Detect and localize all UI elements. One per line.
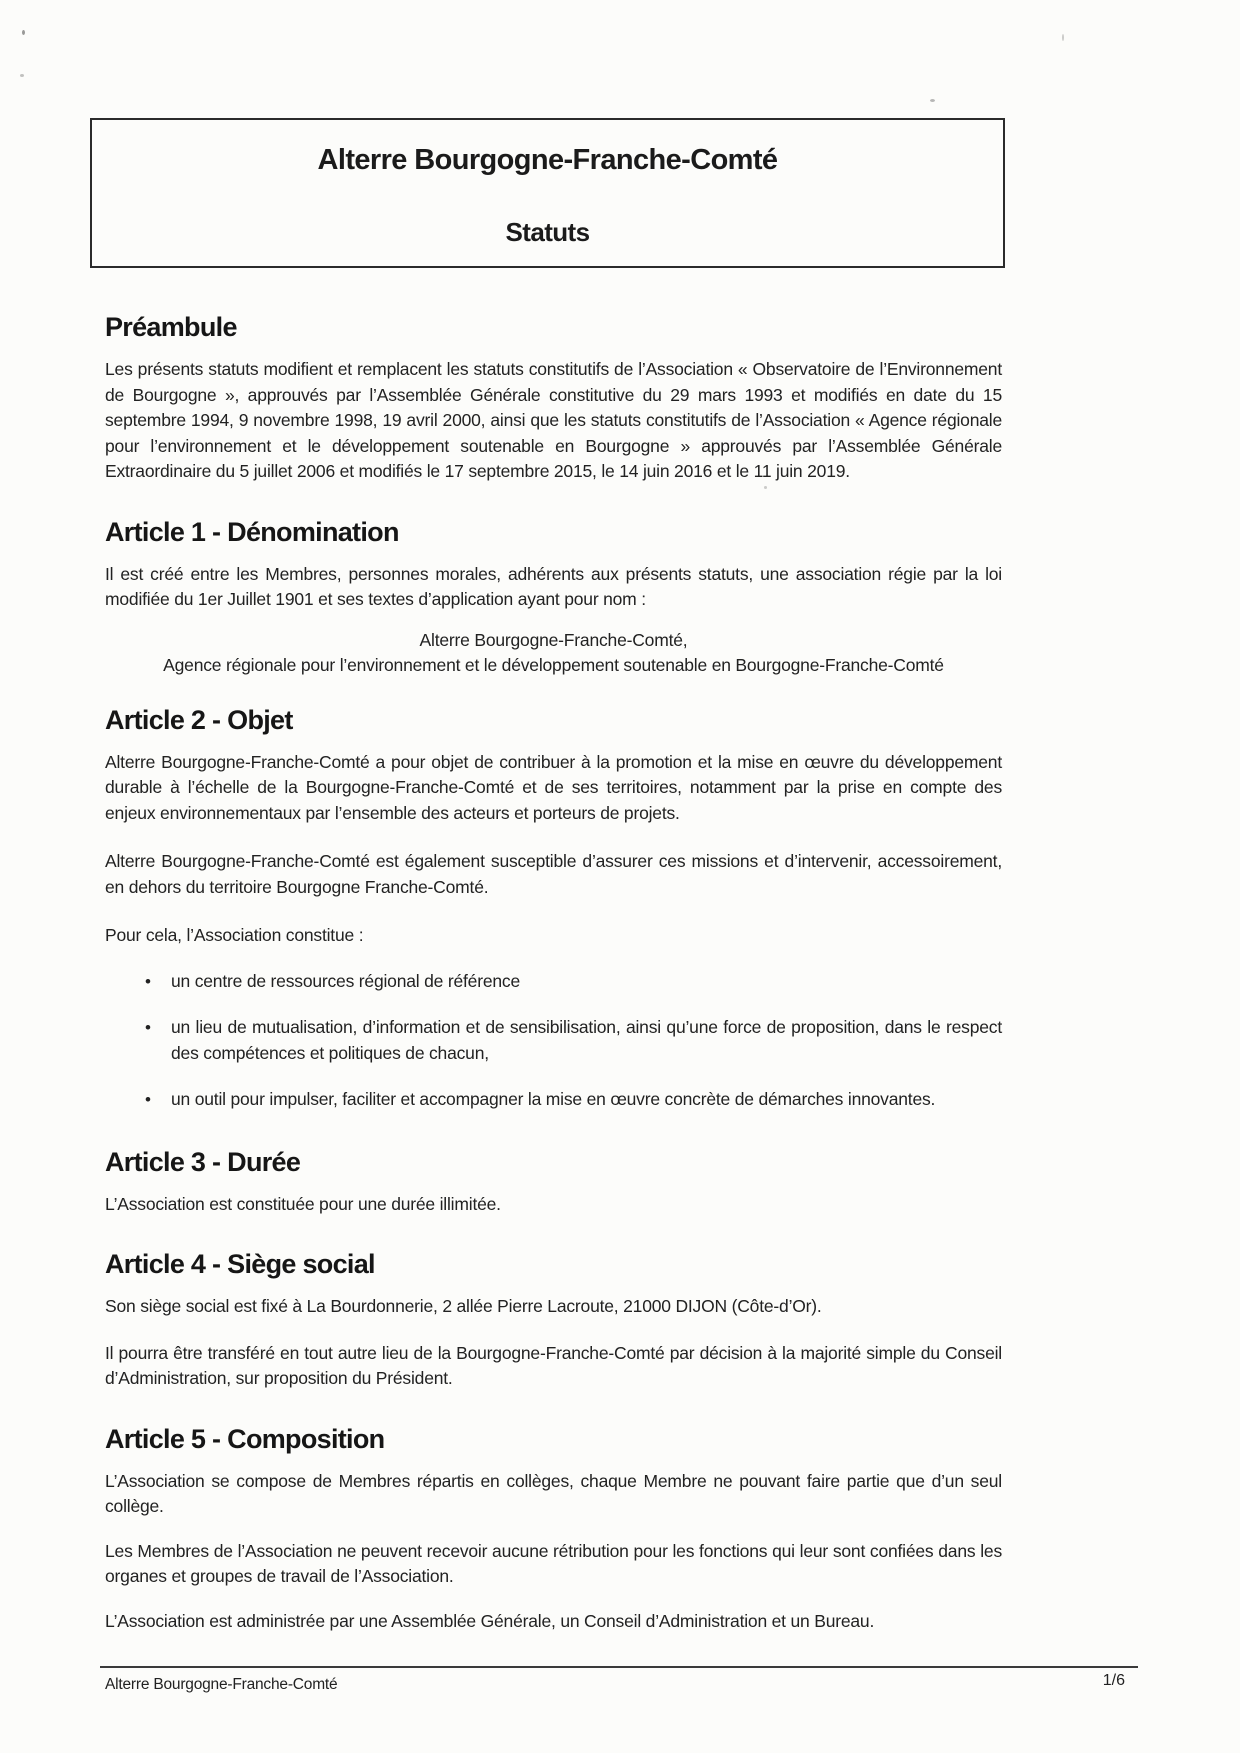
- document-body: [105, 312, 1002, 1660]
- paragraph: Alterre Bourgogne-Franche-Comté a pour objet de contribuer à la promotion et la mise en œuvre du développement durable à l’échelle de la Bourgogne-Franche-Comté et de ses territoires, notamment par la prise en compte des enjeux environnementaux par l’ensemble des acteurs et porteurs de projets.: [105, 751, 1002, 823]
- article-2-heading: Article 2 - Objet: [105, 704, 293, 735]
- association-fullname-line: Agence régionale pour l’environnement et le développement soutenable en Bourgogne-Franche-Comté: [163, 655, 944, 675]
- paragraph: Les présents statuts modifient et remplacent les statuts constitutifs de l’Association « Observatoire de l’Environnement de Bourgogne », approuvés par l’Assemblée Générale constitutive du 29 mars 1993 et modifiés en date du 15 septembre 1994, 9 novembre 1998, 19 avril 2000, ainsi que les statuts constitutifs de l’Association « Agence régionale pour l’environnement et le développement soutenable en Bourgogne » approuvés par l’Assemblée Générale Extraordinaire du 5 juillet 2006 et modifiés le 17 septembre 2015, le 14 juin 2016 et le 11 juin 2019.: [105, 359, 1002, 481]
- footer-rule: [100, 1666, 1138, 1668]
- section-article-4: [105, 1249, 1002, 1392]
- list-item-text: un outil pour impulser, faciliter et accompagner la mise en œuvre concrète de démarches innovantes.: [171, 1089, 936, 1109]
- scan-speck: [1062, 34, 1064, 41]
- section-article-1: [105, 517, 1002, 679]
- section-preambule: [105, 312, 1002, 485]
- paragraph: L’Association est administrée par une Assemblée Générale, un Conseil d’Administration et un Bureau.: [105, 1610, 875, 1631]
- footer-org-name: Alterre Bourgogne-Franche-Comté: [105, 1676, 338, 1693]
- paragraph: Alterre Bourgogne-Franche-Comté est également susceptible d’assurer ces missions et d’intervenir, accessoirement, en dehors du territoire Bourgogne Franche-Comté.: [105, 851, 1002, 897]
- list-item: [105, 1087, 1002, 1113]
- bullet-icon: •: [145, 1090, 151, 1109]
- article-5-heading: Article 5 - Composition: [105, 1423, 385, 1454]
- section-article-5: [105, 1424, 1002, 1635]
- denomination-lines: [105, 628, 1002, 679]
- article-3-heading: Article 3 - Durée: [105, 1146, 301, 1177]
- scan-speck: [22, 30, 25, 35]
- list-item-text: un lieu de mutualisation, d’information et de sensibilisation, ainsi qu’une force de proposition, dans le respect des compétences et politiques de chacun,: [171, 1017, 1002, 1063]
- page-title: Alterre Bourgogne-Franche-Comté: [317, 144, 778, 176]
- bullet-icon: •: [145, 971, 151, 991]
- section-article-2: [105, 705, 1002, 1113]
- paragraph: L’Association se compose de Membres répartis en collèges, chaque Membre ne pouvant faire partie que d’un seul collège.: [105, 1470, 1002, 1516]
- scan-speck: [930, 99, 935, 102]
- paragraph: Pour cela, l’Association constitue :: [105, 925, 364, 945]
- paragraph: Les Membres de l’Association ne peuvent recevoir aucune rétribution pour les fonctions qui leur sont confiées dans les organes et groupes de travail de l’Association.: [105, 1540, 1002, 1586]
- article-4-heading: Article 4 - Siège social: [105, 1249, 375, 1279]
- paragraph: Il est créé entre les Membres, personnes morales, adhérents aux présents statuts, une association régie par la loi modifiée du 1er Juillet 1901 et ses textes d’application ayant pour nom :: [105, 563, 1002, 609]
- scan-speck: [20, 74, 24, 77]
- page-subtitle: Statuts: [505, 217, 590, 247]
- bullet-icon: •: [145, 1018, 151, 1037]
- footer-page-number: 1/6: [1102, 1672, 1125, 1689]
- list-item-text: un centre de ressources régional de référence: [171, 970, 520, 991]
- section-article-3: [105, 1147, 1002, 1218]
- list-item: [105, 1015, 1002, 1066]
- objectives-list: [105, 969, 1002, 1113]
- paragraph: Son siège social est fixé à La Bourdonnerie, 2 allée Pierre Lacroute, 21000 DIJON (Côte-d’Or).: [105, 1296, 822, 1316]
- paragraph: Il pourra être transféré en tout autre lieu de la Bourgogne-Franche-Comté par décision à la majorité simple du Conseil d’Administration, sur proposition du Président.: [105, 1342, 1002, 1388]
- article-1-heading: Article 1 - Dénomination: [105, 516, 399, 547]
- list-item: [105, 969, 1002, 995]
- association-name-line: Alterre Bourgogne-Franche-Comté,: [419, 629, 688, 650]
- preambule-heading: Préambule: [105, 312, 237, 342]
- paragraph: L’Association est constituée pour une durée illimitée.: [105, 1193, 501, 1214]
- title-box: [90, 118, 1005, 268]
